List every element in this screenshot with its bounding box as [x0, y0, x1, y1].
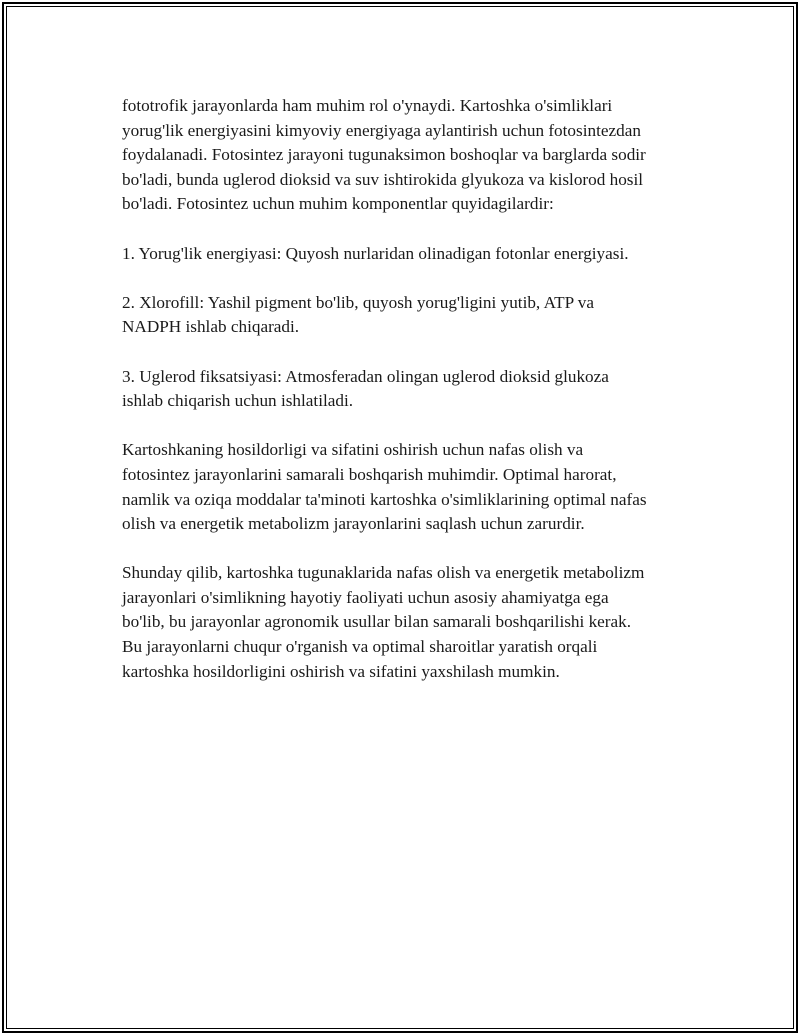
- document-body: [122, 94, 702, 709]
- text-line: bo'ladi, bunda uglerod dioksid va suv ishtirokida glyukoza va kislorod hosil: [122, 169, 644, 189]
- text-line: fototrofik jarayonlarda ham muhim rol o'ynaydi. Kartoshka o'simliklari: [122, 96, 613, 115]
- text-line: fotosintez jarayonlarini samarali boshqarish muhimdir. Optimal harorat,: [122, 464, 617, 484]
- list-item-carbon-fixation: [122, 365, 702, 414]
- text-line: 3. Uglerod fiksatsiyasi: Atmosferadan olingan uglerod dioksid glukoza: [122, 366, 609, 386]
- paragraph-photosynthesis-intro: [122, 94, 702, 217]
- text-line: ishlab chiqarish uchun ishlatiladi.: [122, 391, 354, 411]
- text-line: Shunday qilib, kartoshka tugunaklarida nafas olish va energetik metabolizm: [122, 563, 645, 583]
- document-page: [2, 2, 798, 1033]
- text-line: Bu jarayonlarni chuqur o'rganish va optimal sharoitlar yaratish orqali: [122, 637, 598, 657]
- text-line: jarayonlari o'simlikning hayotiy faoliyati uchun asosiy ahamiyatga ega: [122, 587, 609, 607]
- paragraph-yield-management: [122, 438, 702, 536]
- paragraph-conclusion: [122, 561, 702, 684]
- text-line: kartoshka hosildorligini oshirish va sifatini yaxshilash mumkin.: [122, 661, 560, 681]
- text-line: 2. Xlorofill: Yashil pigment bo'lib, quyosh yorug'ligini yutib, ATP va: [122, 292, 595, 312]
- text-line: NADPH ishlab chiqaradi.: [122, 317, 300, 337]
- text-line: yorug'lik energiyasini kimyoviy energiyaga aylantirish uchun fotosintezdan: [122, 120, 641, 140]
- text-line: bo'ladi. Fotosintez uchun muhim komponentlar quyidagilardir:: [122, 194, 554, 214]
- text-line: 1. Yorug'lik energiyasi: Quyosh nurlaridan olinadigan fotonlar energiyasi.: [122, 243, 629, 263]
- text-line: namlik va oziqa moddalar ta'minoti kartoshka o'simliklarining optimal nafas: [122, 489, 647, 509]
- text-line: foydalanadi. Fotosintez jarayoni tugunaksimon boshoqlar va barglarda sodir: [122, 145, 646, 165]
- list-item-light-energy: [122, 242, 702, 267]
- list-item-chlorophyll: [122, 291, 702, 340]
- text-line: bo'lib, bu jarayonlar agronomik usullar bilan samarali boshqarilishi kerak.: [122, 612, 632, 632]
- text-line: Kartoshkaning hosildorligi va sifatini oshirish uchun nafas olish va: [122, 440, 584, 460]
- text-line: olish va energetik metabolizm jarayonlarini saqlash uchun zarurdir.: [122, 514, 585, 534]
